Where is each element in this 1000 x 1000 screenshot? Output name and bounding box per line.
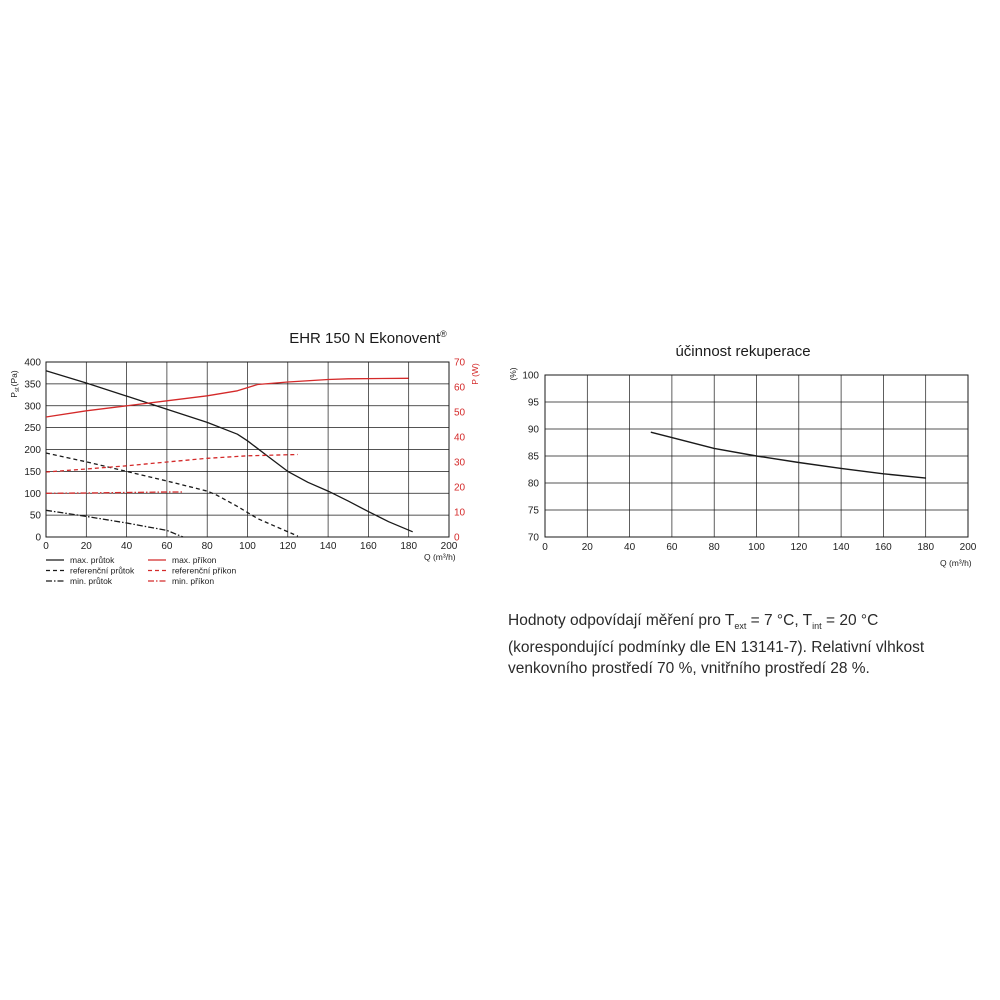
chart1-series-line-1 <box>46 371 413 532</box>
chart1-y-right-tick-label: 60 <box>454 382 466 394</box>
chart2-y-tick-label: 70 <box>527 532 539 544</box>
chart1-legend-label: max. příkon <box>172 555 217 565</box>
chart1-y-right-tick-label: 40 <box>454 432 466 444</box>
chart1-legend <box>46 555 237 586</box>
measurement-note: Hodnoty odpovídají měření pro $T_{ext} = 7$ °C, $T_{int} = 20$ °C (korespondující podmínky dle EN 13141-7). Relativní vlhkost venkovního prostředí 70 %, vnitřního prostředí 28 %. <box>508 612 925 678</box>
chart2-y-tick-label: 85 <box>527 451 539 463</box>
fan-curve-chart <box>9 329 480 586</box>
chart2-x-tick-label: 200 <box>959 542 977 553</box>
chart2-series-line-1 <box>651 432 926 478</box>
efficiency-chart <box>508 343 977 568</box>
chart1-x-tick-label: 0 <box>43 541 49 552</box>
chart1-x-tick-label: 140 <box>319 541 337 552</box>
chart1-y-left-tick-label: 150 <box>24 466 41 478</box>
chart1-y-left-tick-label: 250 <box>24 423 41 435</box>
chart2-x-label: Q (m³/h) <box>940 558 972 568</box>
chart2-y-tick-label: 95 <box>527 397 539 409</box>
chart2-x-tick-label: 40 <box>624 542 636 553</box>
chart1-y-left-tick-label: 200 <box>24 445 41 456</box>
chart1-legend-label: referenční příkon <box>172 565 237 576</box>
chart1-y-left-tick-label: 100 <box>24 488 41 500</box>
chart1-y-left-tick-label: 50 <box>29 510 41 522</box>
chart1-legend-label: min. průtok <box>70 576 113 586</box>
chart1-x-tick-label: 20 <box>80 541 92 552</box>
chart1-series <box>46 371 413 537</box>
chart2-x-tick-label: 0 <box>542 542 548 553</box>
chart1-x-label: Q (m³/h) <box>424 552 456 562</box>
chart2-x-tick-label: 140 <box>832 542 850 553</box>
chart1-y-left-tick-label: 0 <box>35 532 41 544</box>
chart1-y-right-tick-label: 10 <box>454 507 466 519</box>
chart1-legend-label: max. průtok <box>70 555 115 565</box>
chart1-y-right-tick-label: 0 <box>454 532 460 544</box>
chart2-x-tick-labels <box>542 542 977 553</box>
chart1-x-tick-label: 200 <box>440 541 458 552</box>
chart1-y-right-tick-label: 30 <box>454 457 466 469</box>
chart1-x-tick-label: 100 <box>239 541 256 552</box>
chart1-x-tick-label: 60 <box>161 541 173 552</box>
chart1-title: EHR 150 N Ekonovent® <box>289 329 447 347</box>
chart2-x-tick-label: 60 <box>666 542 678 553</box>
chart2-y-tick-labels <box>522 371 539 544</box>
chart1-y-right-label: P (W) <box>470 363 480 385</box>
chart1-x-tick-labels <box>43 541 458 552</box>
chart1-x-tick-label: 80 <box>201 541 213 552</box>
chart2-title: účinnost rekuperace <box>675 343 811 360</box>
chart2-x-tick-label: 120 <box>790 542 808 553</box>
chart1-legend-label: min. příkon <box>172 576 215 586</box>
chart1-legend-label: referenční průtok <box>70 565 135 576</box>
chart2-x-tick-label: 80 <box>708 542 720 553</box>
chart1-y-right-tick-label: 20 <box>454 482 466 494</box>
chart2-series <box>651 432 926 478</box>
chart1-series-line-3 <box>46 510 183 537</box>
chart1-y-left-tick-labels <box>24 358 41 544</box>
chart2-x-tick-label: 100 <box>748 542 765 553</box>
chart1-series-line-5 <box>46 455 298 473</box>
chart1-series-line-2 <box>46 453 298 536</box>
chart1-x-tick-label: 120 <box>279 541 297 552</box>
chart2-x-tick-label: 180 <box>917 542 935 553</box>
chart1-y-right-tick-label: 50 <box>454 407 466 419</box>
chart1-x-tick-label: 40 <box>121 541 133 552</box>
chart2-y-tick-label: 90 <box>527 424 539 436</box>
chart2-y-label: (%) <box>508 367 518 381</box>
chart1-y-left-tick-label: 400 <box>24 357 41 369</box>
chart1-x-tick-label: 180 <box>400 541 418 552</box>
chart2-x-tick-label: 160 <box>875 542 892 553</box>
chart2-y-tick-label: 100 <box>522 370 539 382</box>
chart1-y-left-tick-label: 350 <box>24 379 41 391</box>
chart1-y-right-tick-label: 70 <box>454 357 466 369</box>
chart2-x-tick-label: 20 <box>581 542 593 553</box>
chart1-x-tick-label: 160 <box>360 541 377 552</box>
chart1-y-left-tick-label: 300 <box>24 401 41 413</box>
chart1-y-right-tick-labels <box>454 358 466 544</box>
chart2-y-tick-label: 80 <box>527 478 539 490</box>
chart1-y-left-label: $P_{st}(Pa)$ <box>9 370 21 398</box>
chart2-y-tick-label: 75 <box>527 505 539 517</box>
